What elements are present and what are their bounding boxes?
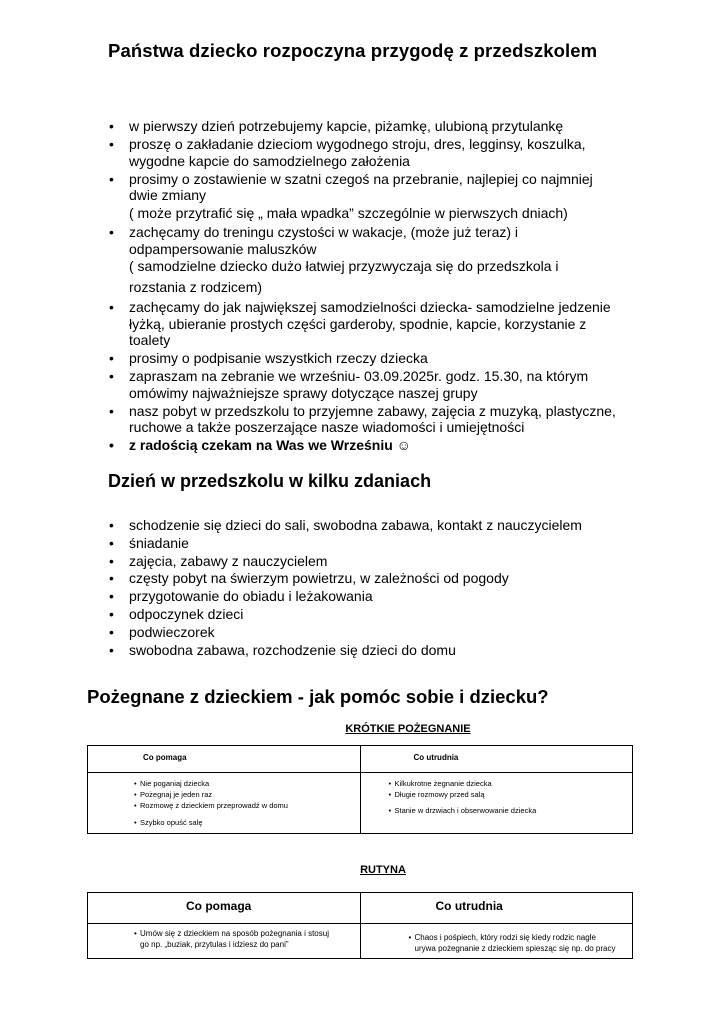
bullet-icon: • [109, 299, 114, 315]
table-caption-short-goodbye: KRÓTKIE POŻEGNANIE [345, 723, 471, 735]
bullet-icon: • [109, 437, 114, 453]
table-cell [88, 773, 361, 834]
bullet-icon: • [109, 623, 114, 640]
bullet-icon: • [109, 368, 114, 384]
table-header-cell: Co pomaga [88, 893, 361, 924]
bullet-icon: • [109, 534, 114, 551]
page-title: Państwa dziecko rozpoczyna przygodę z przedszkolem [108, 40, 598, 61]
table-header-cell: Co utrudnia [360, 746, 633, 773]
cell-item: • Nie poganiaj dziecka [136, 778, 360, 789]
cell-item: • Stanie w drzwiach i obserwowanie dziecka [391, 805, 633, 816]
table-caption-routine: RUTYNA [360, 864, 406, 876]
list-item: • prosimy o podpisanie wszystkich rzeczy dziecka [109, 350, 428, 366]
bullet-icon: • [109, 517, 114, 533]
table-cell [360, 924, 633, 959]
short-goodbye-table [87, 745, 633, 834]
table-cell [88, 924, 361, 959]
list-item: • zachęcamy do treningu czystości w wakacje, (może już teraz) i odpampersowanie maluszków ( samodzielne dziecko dużo łatwiej przyzwyczaja się do przedszkola i rozstania z rodzicem) [109, 224, 559, 295]
list-item: • nasz pobyt w przedszkolu to przyjemne zabawy, zajęcia z muzyką, plastyczne, ruchowe a także poszerzające nasze wiadomości i umiejętności [109, 402, 616, 435]
list-item: • podwieczorek [109, 623, 215, 640]
routine-table [87, 892, 633, 959]
list-item: • schodzenie się dzieci do sali, swobodna zabawa, kontakt z nauczycielem [109, 517, 582, 533]
list-item: • odpoczynek dzieci [109, 605, 244, 622]
cell-item: • Chaos i pośpiech, który rodzi się kiedy rodzic nagle urywa pożegnanie z dzieckiem spiesząc się np. do pracy [411, 932, 633, 954]
bullet-icon: • [109, 570, 114, 587]
list-item: • proszę o zakładanie dzieciom wygodnego stroju, dres, legginsy, koszulka, wygodne kapcie do samodzielnego założenia [109, 136, 586, 169]
table-cell [360, 773, 633, 834]
list-item: • zapraszam na zebranie we wrześniu- 03.09.2025r. godz. 15.30, na którym omówimy najważniejsze sprawy dotyczące naszej grupy [109, 368, 589, 401]
list-item: • śniadanie [109, 534, 189, 551]
bullet-icon: • [109, 118, 114, 134]
list-item: • swobodna zabawa, rozchodzenie się dzieci do domu [109, 641, 456, 658]
bullet-icon: • [109, 170, 114, 187]
daily-schedule-list [108, 517, 653, 659]
bullet-icon: • [109, 224, 114, 240]
list-item: • przygotowanie do obiadu i leżakowania [109, 588, 373, 605]
bullet-icon: • [109, 402, 114, 419]
section-title-goodbye: Pożegnane z dzieckiem - jak pomóc sobie i dziecku? [87, 686, 549, 707]
table-header-cell: Co utrudnia [360, 893, 633, 924]
cell-item: • Pożegnaj je jeden raz [136, 789, 360, 800]
cell-item: • Rozmowę z dzieckiem przeprowadź w domu [136, 800, 360, 811]
preparation-list [108, 118, 653, 455]
bullet-icon: • [109, 552, 114, 569]
list-item: • prosimy o zostawienie w szatni czegoś na przebranie, najlepiej co najmniej dwie zmiany ( może przytrafić się „ mała wpadka” szczególnie w pierwszych dniach) [109, 170, 593, 221]
cell-item: • Szybko opuść salę [136, 817, 360, 828]
list-item: • z radością czekam na Was we Wrześniu ☺ [109, 437, 411, 453]
section-title-day: Dzień w przedszkolu w kilku zdaniach [108, 471, 432, 491]
list-item: • zajęcia, zabawy z nauczycielem [109, 552, 328, 569]
bullet-icon: • [109, 136, 114, 152]
list-item: • w pierwszy dzień potrzebujemy kapcie, piżamkę, ulubioną przytulankę [109, 118, 564, 134]
cell-item: • Umów się z dzieckiem na sposób pożegnania i stosuj go np. „buziak, przytulas i idziesz do pani” [136, 928, 360, 950]
table-header-cell: Co pomaga [88, 746, 361, 773]
cell-item: • Długie rozmowy przed salą [391, 789, 633, 800]
bullet-icon: • [109, 588, 114, 605]
bullet-icon: • [109, 350, 114, 366]
cell-item: • Kilkukrotne żegnanie dziecka [391, 778, 633, 789]
list-item: • częsty pobyt na świerzym powietrzu, w zależności od pogody [109, 570, 509, 587]
bullet-icon: • [109, 605, 114, 622]
list-item: • zachęcamy do jak największej samodzielności dziecka- samodzielne jedzenie łyżką, ubieranie prostych części garderoby, spodnie, kapcie, korzystanie z toalety [109, 299, 611, 348]
bullet-icon: • [109, 641, 114, 658]
